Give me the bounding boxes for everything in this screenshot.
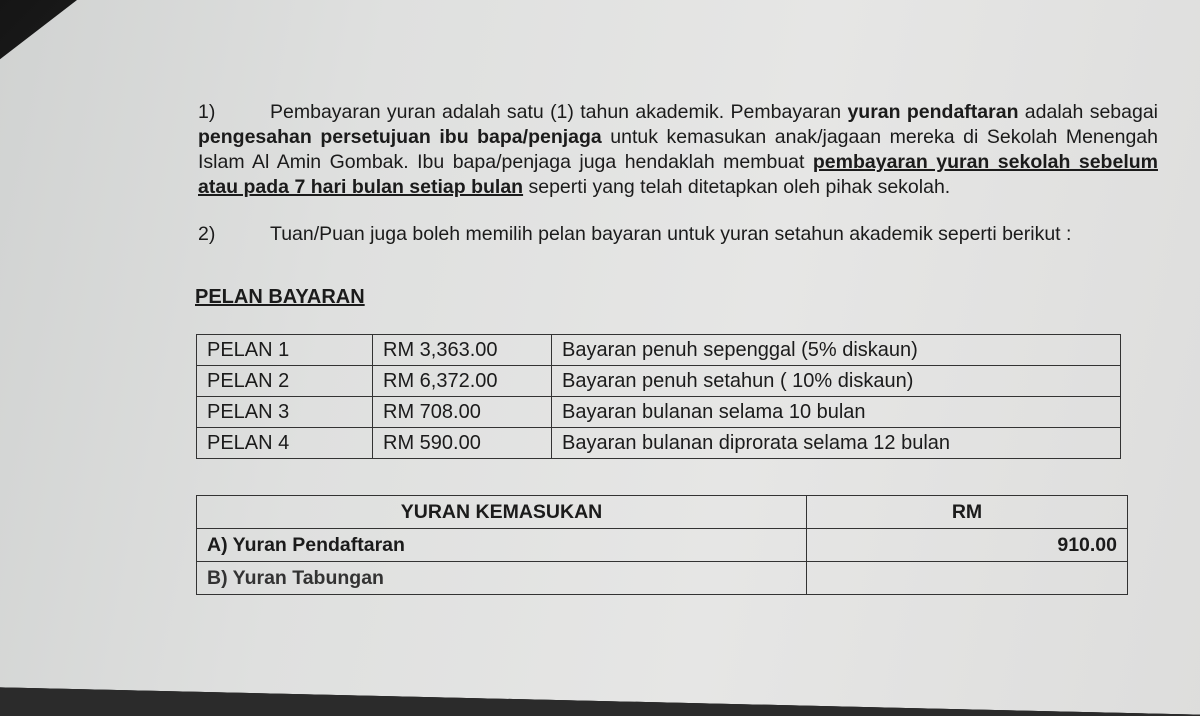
plan-name: PELAN 3 bbox=[197, 397, 373, 428]
fee-amount: 910.00 bbox=[807, 529, 1128, 562]
plan-description: Bayaran penuh sepenggal (5% diskaun) bbox=[552, 335, 1121, 366]
plan-amount: RM 590.00 bbox=[373, 428, 552, 459]
paragraph-2 bbox=[198, 222, 1158, 247]
plan-description: Bayaran bulanan selama 10 bulan bbox=[552, 397, 1121, 428]
fee-column-header: YURAN KEMASUKAN bbox=[197, 496, 807, 529]
paragraph-1-underlined: pembayaran yuran sekolah sebelum atau pada 7 hari bulan setiap bulan bbox=[198, 151, 1158, 198]
plan-amount: RM 3,363.00 bbox=[373, 335, 552, 366]
table-row bbox=[197, 562, 1128, 595]
paragraph-1-text-1: Pembayaran yuran adalah satu (1) tahun akademik. Pembayaran bbox=[270, 101, 848, 123]
fee-item: B) Yuran Tabungan bbox=[197, 562, 807, 595]
table-header-row bbox=[197, 496, 1128, 529]
amount-column-header: RM bbox=[807, 496, 1128, 529]
plan-amount: RM 708.00 bbox=[373, 397, 552, 428]
paragraph-2-number: 2) bbox=[198, 223, 216, 245]
plan-table bbox=[196, 334, 1121, 459]
plan-name: PELAN 1 bbox=[197, 335, 373, 366]
fee-table bbox=[196, 495, 1128, 595]
table-row bbox=[197, 366, 1121, 397]
paragraph-1 bbox=[198, 100, 1158, 200]
paragraph-2-text: Tuan/Puan juga boleh memilih pelan bayaran untuk yuran setahun akademik seperti berikut : bbox=[270, 223, 1072, 245]
paragraph-1-text-3: untuk kemasukan anak/jagaan mereka di Sekolah Menengah Islam Al Amin Gombak. Ibu bapa/penjaga juga hendaklah membuat bbox=[198, 126, 1158, 173]
fee-amount bbox=[807, 562, 1128, 595]
table-row bbox=[197, 428, 1121, 459]
document-content bbox=[195, 100, 1159, 595]
table-row bbox=[197, 529, 1128, 562]
paragraph-1-bold-1: yuran pendaftaran bbox=[847, 101, 1019, 123]
paragraph-1-number: 1) bbox=[198, 101, 216, 123]
plan-description: Bayaran bulanan diprorata selama 12 bulan bbox=[552, 428, 1121, 459]
paragraph-1-bold-2: pengesahan persetujuan ibu bapa/penjaga bbox=[198, 126, 602, 148]
paragraph-1-text-4: seperti yang telah ditetapkan oleh pihak sekolah. bbox=[523, 176, 951, 198]
table-row bbox=[197, 335, 1121, 366]
section-heading: PELAN BAYARAN bbox=[195, 286, 365, 308]
table-row bbox=[197, 397, 1121, 428]
plan-description: Bayaran penuh setahun ( 10% diskaun) bbox=[552, 366, 1121, 397]
paragraph-1-text-2: adalah sebagai bbox=[1018, 101, 1159, 123]
plan-name: PELAN 2 bbox=[197, 366, 373, 397]
plan-name: PELAN 4 bbox=[197, 428, 373, 459]
fee-item: A) Yuran Pendaftaran bbox=[197, 529, 807, 562]
plan-amount: RM 6,372.00 bbox=[373, 366, 552, 397]
